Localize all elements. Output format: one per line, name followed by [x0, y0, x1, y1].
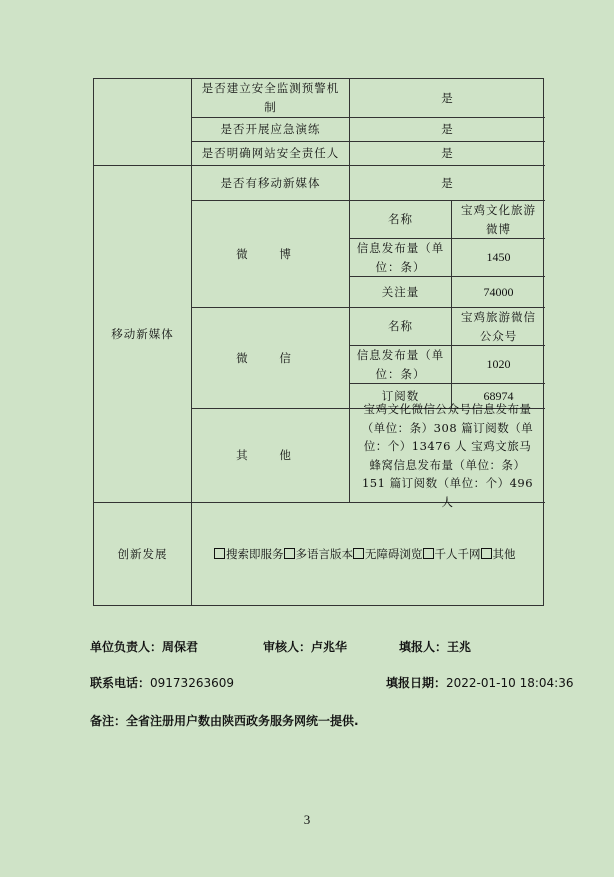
- wechat-label: 微 信: [236, 350, 305, 365]
- wechat-name-label: 名称: [388, 319, 413, 333]
- checkbox-icon[interactable]: [284, 548, 295, 559]
- wechat-posts-label: 信息发布量（单位：条）: [356, 347, 445, 381]
- option-other[interactable]: 其他: [481, 545, 516, 564]
- table-cell-label: [192, 308, 350, 409]
- table-cell-label: [192, 201, 350, 308]
- table-cell-value: [350, 402, 545, 509]
- option-personalized[interactable]: 千人千网: [423, 545, 481, 564]
- has-mobile-media-label: 是否有移动新媒体: [220, 175, 321, 190]
- other-media-value: 宝鸡文化微信公众号信息发布量（单位：条）308 篇订阅数（单位：个）13476 人 宝鸡文旅马蜂窝信息发布量（单位：条）151 篇订阅数（单位：个）496 人: [361, 402, 534, 509]
- table-cell-label: [192, 79, 350, 118]
- wechat-posts-value: 1020: [486, 357, 511, 371]
- weibo-followers-value: 74000: [483, 284, 514, 299]
- table-cell-value: [452, 277, 545, 308]
- innovation-options: [192, 503, 545, 605]
- wechat-subs-value: 68974: [483, 388, 514, 403]
- report-date: 填报日期：2022-01-10 18:04:36: [386, 676, 574, 690]
- table-cell-label: [350, 201, 452, 239]
- table-cell-label: [192, 166, 350, 201]
- security-officer-value: 是: [441, 146, 454, 160]
- wechat-subs-label: 订阅数: [381, 388, 420, 403]
- contact-phone: 联系电话：09173263609: [90, 676, 234, 690]
- unit-head: 单位负责人：周保君: [90, 640, 199, 654]
- emergency-drill-label: 是否开展应急演练: [220, 122, 321, 136]
- table-cell-value: [350, 79, 545, 118]
- weibo-followers-label: 关注量: [381, 284, 420, 299]
- checkbox-icon[interactable]: [214, 548, 225, 559]
- table-cell-value: [452, 308, 545, 346]
- weibo-posts-value: 1450: [486, 250, 511, 264]
- table-cell-label: [94, 503, 192, 605]
- table-cell-label: [350, 308, 452, 346]
- table-cell-value: [350, 166, 545, 201]
- has-mobile-media-value: 是: [441, 175, 454, 190]
- table-cell-label: [192, 142, 350, 166]
- option-accessibility[interactable]: 无障碍浏览: [353, 545, 423, 564]
- security-officer-label: 是否明确网站安全责任人: [201, 146, 340, 160]
- report-date-value: 2022-01-10 18:04:36: [446, 676, 574, 690]
- weibo-name-value: 宝鸡文化旅游微博: [461, 202, 536, 236]
- website-report-table: [93, 78, 544, 606]
- unit-head-value: 周保君: [162, 640, 199, 654]
- table-cell-label: [350, 239, 452, 277]
- option-multilingual[interactable]: 多语言版本: [284, 545, 354, 564]
- weibo-name-label: 名称: [388, 212, 413, 226]
- filler-value: 王兆: [447, 640, 472, 654]
- table-cell-value: [350, 142, 545, 166]
- weibo-posts-label: 信息发布量（单位：条）: [356, 240, 445, 274]
- table-cell-label: [350, 346, 452, 384]
- reviewer-value: 卢兆华: [311, 640, 348, 654]
- table-cell-value: [452, 239, 545, 277]
- table-cell-value: [350, 118, 545, 142]
- wechat-name-value: 宝鸡旅游微信公众号: [461, 309, 536, 343]
- innovation-label: 创新发展: [117, 546, 168, 561]
- filler: 填报人：王兆: [399, 640, 472, 654]
- contact-phone-value: 09173263609: [150, 676, 234, 690]
- weibo-label: 微 博: [236, 246, 305, 261]
- table-cell-value: [452, 346, 545, 384]
- reviewer: 审核人：卢兆华: [263, 640, 348, 654]
- security-monitoring-value: 是: [441, 90, 454, 105]
- table-cell-label: [350, 277, 452, 308]
- other-media-label: 其 他: [236, 448, 305, 462]
- page-number: 3: [303, 812, 311, 827]
- mobile-media-group-label: 移动新媒体: [111, 326, 174, 341]
- checkbox-icon[interactable]: [353, 548, 364, 559]
- checkbox-icon[interactable]: [423, 548, 434, 559]
- option-search-service[interactable]: 搜索即服务: [214, 545, 284, 564]
- table-cell-group: [94, 166, 192, 503]
- security-monitoring-label: 是否建立安全监测预警机制: [201, 81, 340, 114]
- table-cell-value: [452, 201, 545, 239]
- table-cell-label: [192, 118, 350, 142]
- table-cell-empty: [94, 79, 192, 166]
- emergency-drill-value: 是: [441, 122, 454, 136]
- checkbox-icon[interactable]: [481, 548, 492, 559]
- table-cell-label: [192, 409, 350, 503]
- footnote: 备注：全省注册用户数由陕西政务服务网统一提供.: [90, 714, 359, 728]
